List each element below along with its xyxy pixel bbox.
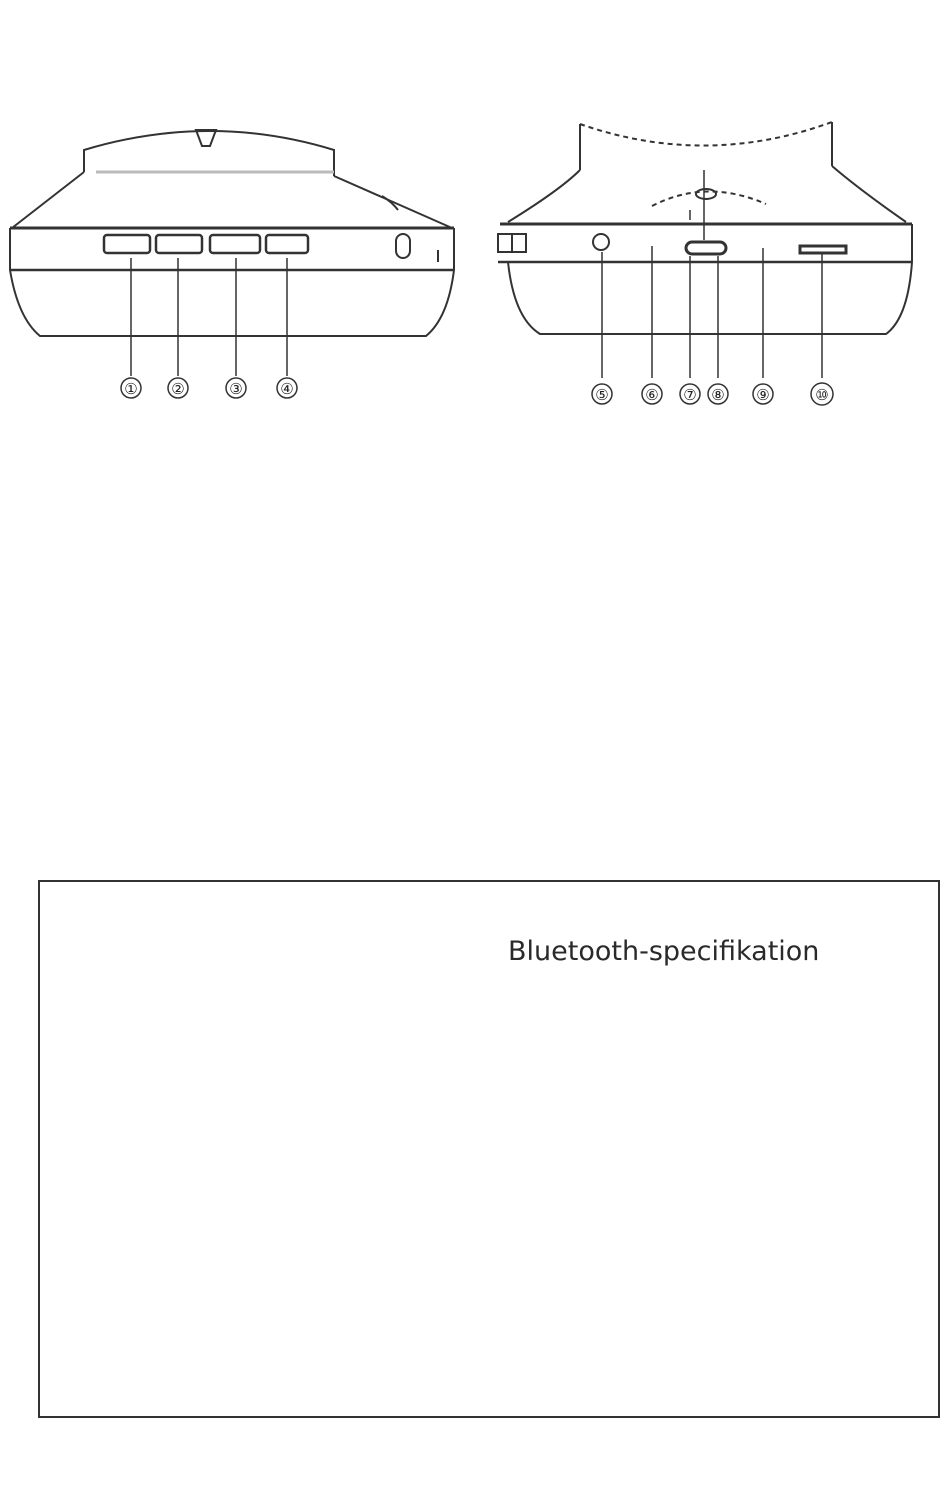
top-mic-icon bbox=[696, 189, 716, 199]
callout-2: ② bbox=[171, 380, 185, 398]
callout-4: ④ bbox=[280, 380, 294, 398]
device-drawings bbox=[0, 0, 950, 440]
card-slot bbox=[800, 246, 846, 253]
callout-8: ⑧ bbox=[711, 386, 725, 404]
callout-5: ⑤ bbox=[595, 386, 609, 404]
callout-9: ⑨ bbox=[756, 386, 770, 404]
callout-6: ⑥ bbox=[645, 386, 659, 404]
right-device-view bbox=[498, 122, 912, 378]
callout-3: ③ bbox=[229, 380, 243, 398]
left-device-view bbox=[10, 130, 454, 376]
spec-box bbox=[38, 880, 940, 1418]
callout-10: ⑩ bbox=[815, 386, 829, 404]
usb-port bbox=[686, 242, 726, 254]
mic-icon bbox=[396, 234, 410, 258]
callout-1: ① bbox=[124, 380, 138, 398]
callout-7: ⑦ bbox=[683, 386, 697, 404]
audio-jack-icon bbox=[593, 234, 609, 250]
spec-title: Bluetooth-specifikation bbox=[508, 936, 820, 967]
left-button-row bbox=[104, 235, 308, 253]
